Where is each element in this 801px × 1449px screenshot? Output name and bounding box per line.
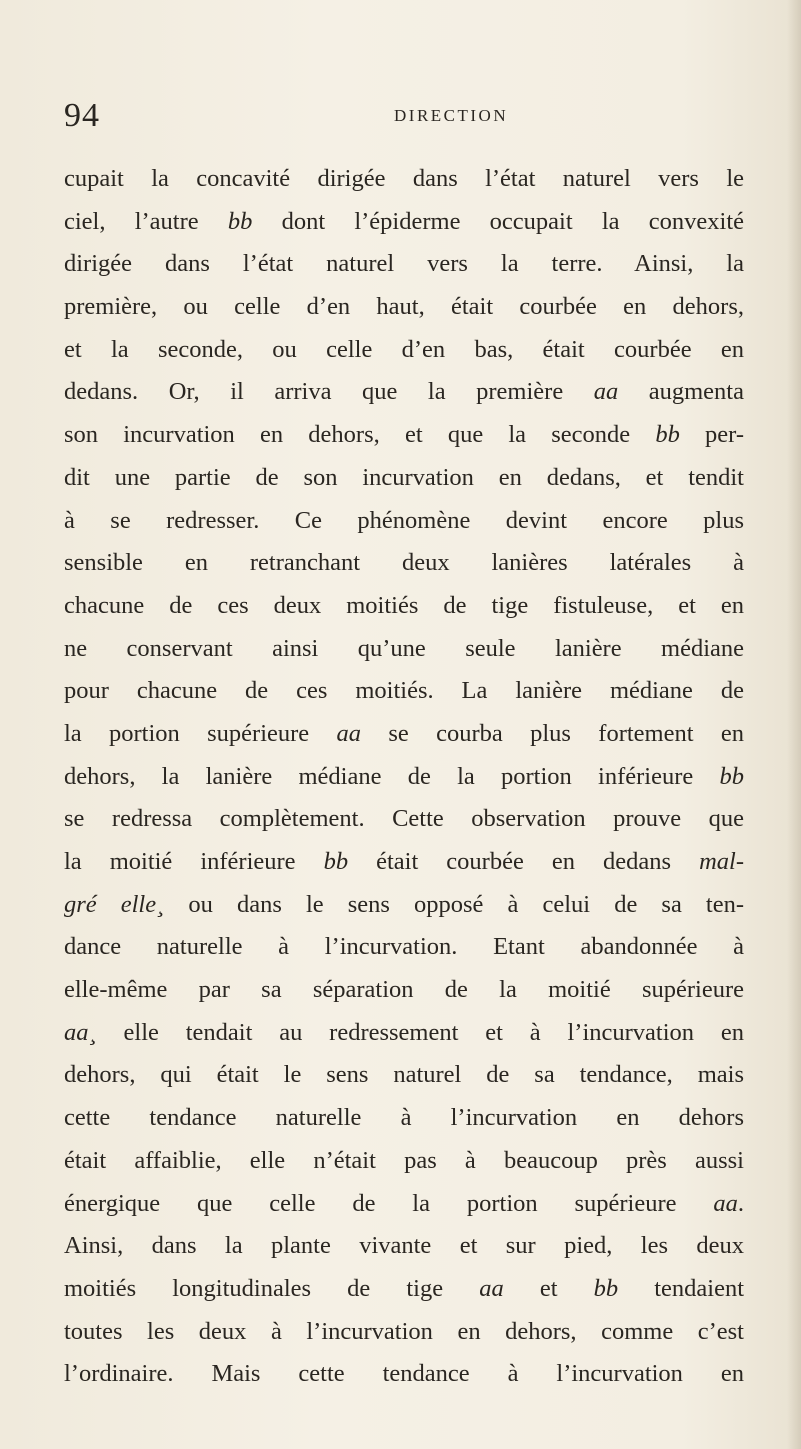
text-segment: était courbée en dedans [348, 848, 700, 875]
text-segment: la moitié inférieure [64, 848, 324, 875]
text-segment: dance naturelle à l’incurvation. Etant abandonnée à [64, 933, 744, 961]
text-line [64, 1183, 744, 1226]
text-line [64, 713, 744, 756]
text-segment: . [737, 1189, 744, 1217]
text-line [64, 414, 744, 457]
text-segment: dehors, la lanière médiane de la portion inférieure [64, 762, 720, 790]
page-edge-shadow [787, 0, 801, 1449]
text-segment: ciel, l’autre [64, 207, 228, 235]
text-segment: dehors, qui était le sens naturel de sa tendance, mais [64, 1061, 744, 1089]
italic-segment: aa [713, 1189, 738, 1217]
text-line [64, 884, 744, 927]
text-segment: pour chacune de ces moitiés. La lanière médiane de [64, 677, 744, 705]
text-line [64, 371, 744, 414]
text-segment: dont l’épiderme occupait la convexité [252, 207, 744, 235]
body-text [64, 158, 744, 1396]
text-segment: chacune de ces deux moitiés de tige fistuleuse, et en [64, 591, 744, 619]
text-line [64, 286, 744, 329]
italic-segment: bb [593, 1274, 619, 1302]
text-line [64, 841, 744, 884]
italic-segment: aa [479, 1274, 504, 1302]
text-segment: ou dans le sens opposé à celui de sa ten- [164, 890, 744, 918]
italic-segment: ¸ [88, 1018, 97, 1046]
text-segment: dit une partie de son incurvation en dedans, et tendit [64, 463, 744, 491]
italic-segment: bb [227, 207, 253, 235]
text-segment: elle-même par sa séparation de la moitié supérieure [64, 976, 744, 1004]
text-segment: moitiés longitudinales de tige [64, 1274, 480, 1302]
text-line [64, 969, 744, 1012]
text-line [64, 201, 744, 244]
text-line [64, 1054, 744, 1097]
text-segment: la portion supérieure [64, 719, 337, 747]
text-line [64, 457, 744, 500]
text-line [64, 756, 744, 799]
text-line [64, 1140, 744, 1183]
text-line [64, 585, 744, 628]
text-segment: per- [679, 421, 744, 449]
italic-segment: aa [64, 1018, 89, 1046]
text-segment: cette tendance naturelle à l’incurvation en dehors [64, 1104, 744, 1132]
italic-segment: gré elle [64, 890, 157, 918]
text-segment: se redressa complètement. Cette observation prouve que [64, 805, 744, 833]
italic-segment: bb [719, 762, 744, 790]
text-line [64, 158, 744, 201]
text-line [64, 798, 744, 841]
text-segment: et [503, 1274, 594, 1302]
text-segment: sensible en retranchant deux lanières latérales à [64, 549, 744, 577]
text-line [64, 926, 744, 969]
italic-segment: aa [593, 378, 619, 406]
text-segment: se courba plus fortement en [361, 719, 744, 747]
text-segment: dedans. Or, il arriva que la première [64, 378, 594, 406]
running-head: DIRECTION [394, 106, 509, 125]
text-segment: augmenta [618, 378, 744, 406]
text-segment: toutes les deux à l’incurvation en dehors, comme c’est [64, 1317, 744, 1345]
text-line [64, 1225, 744, 1268]
text-line [64, 628, 744, 671]
text-line [64, 542, 744, 585]
text-line [64, 500, 744, 543]
italic-segment: bb [655, 421, 680, 449]
text-segment: ne conservant ainsi qu’une seule lanière médiane [64, 634, 744, 662]
italic-segment: ¸ [156, 890, 165, 918]
text-segment: l’ordinaire. Mais cette tendance à l’incurvation en [64, 1360, 744, 1388]
text-segment: et la seconde, ou celle d’en bas, était courbée en [64, 335, 744, 363]
italic-segment: mal- [699, 848, 744, 875]
text-segment: était affaiblie, elle n’était pas à beaucoup près aussi [64, 1146, 744, 1174]
italic-segment: aa [336, 719, 362, 747]
text-segment: Ainsi, dans la plante vivante et sur pied, les deux [64, 1232, 744, 1260]
page-number: 94 [64, 97, 100, 134]
text-line [64, 1097, 744, 1140]
text-segment: énergique que celle de la portion supérieure [64, 1189, 714, 1217]
text-line [64, 243, 744, 286]
text-line [64, 1353, 744, 1396]
italic-segment: bb [323, 848, 349, 875]
text-segment: tendaient [618, 1274, 744, 1302]
text-line [64, 1311, 744, 1354]
text-line [64, 1012, 744, 1055]
text-segment: dirigée dans l’état naturel vers la terre. Ainsi, la [64, 250, 744, 278]
text-segment: elle tendait au redressement et à l’incurvation en [96, 1018, 744, 1046]
text-line [64, 1268, 744, 1311]
page-header [64, 96, 744, 136]
text-segment: cupait la concavité dirigée dans l’état naturel vers le [64, 165, 744, 192]
text-segment: première, ou celle d’en haut, était courbée en dehors, [64, 293, 744, 321]
text-segment: son incurvation en dehors, et que la seconde [64, 421, 656, 449]
text-segment: à se redresser. Ce phénomène devint encore plus [64, 506, 744, 534]
text-line [64, 670, 744, 713]
text-line [64, 329, 744, 372]
